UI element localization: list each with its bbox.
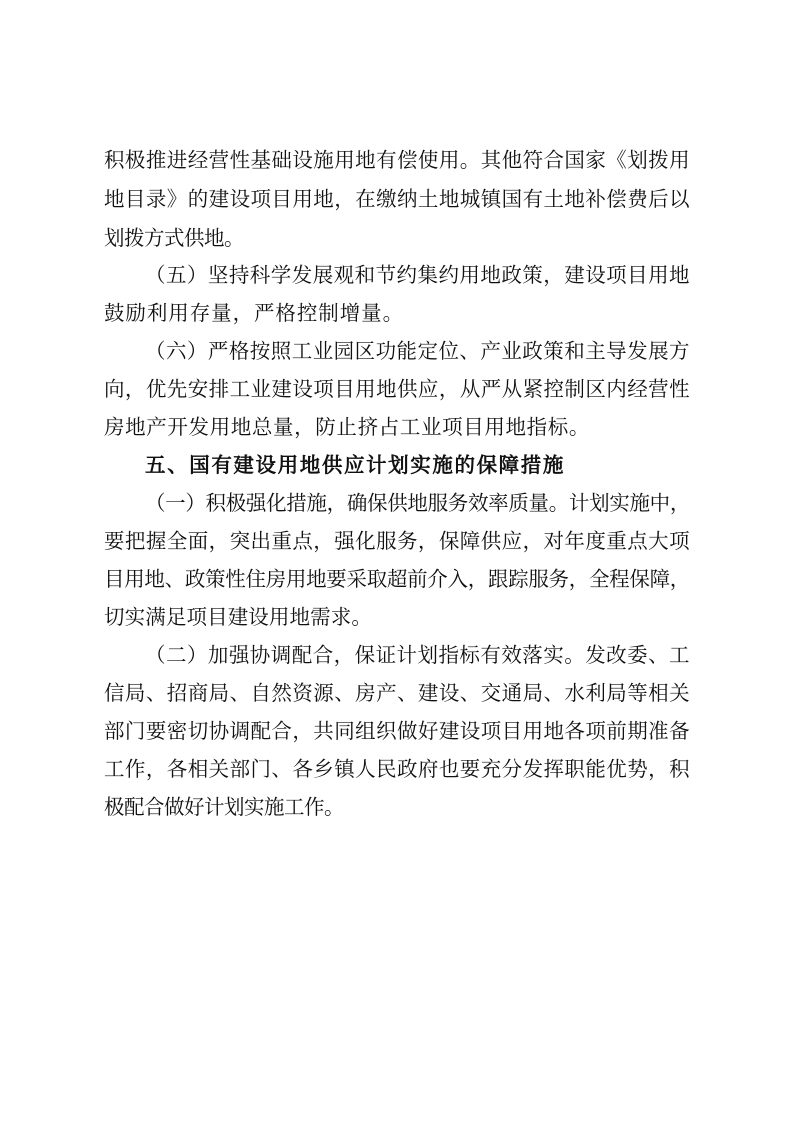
body-text-line: 工作，各相关部门、各乡镇人民政府也要充分发挥职能优势，积 — [104, 757, 690, 781]
body-text-line: 目用地、政策性住房用地要采取超前介入，跟踪服务，全程保障， — [104, 567, 690, 591]
body-text-line: 切实满足项目建设用地需求。 — [104, 605, 372, 629]
paragraph-5-start: （五）坚持科学发展观和节约集约用地政策，建设项目用地 — [145, 263, 690, 287]
section-heading: 五、国有建设用地供应计划实施的保障措施 — [145, 453, 565, 477]
body-text-line: 信局、招商局、自然资源、房产、建设、交通局、水利局等相关 — [104, 681, 690, 705]
body-text-line: 极配合做好计划实施工作。 — [104, 795, 344, 819]
paragraph-1-start: （一）积极强化措施，确保供地服务效率质量。计划实施中， — [145, 491, 690, 515]
body-text-line: 要把握全面，突出重点，强化服务，保障供应，对年度重点大项 — [104, 529, 690, 553]
body-text-line: 向，优先安排工业建设项目用地供应，从严从紧控制区内经营性 — [104, 377, 690, 401]
body-text-line: 积极推进经营性基础设施用地有偿使用。其他符合国家《划拨用 — [104, 148, 690, 172]
body-text-line: 房地产开发用地总量，防止挤占工业项目用地指标。 — [104, 415, 590, 439]
body-text-line: 地目录》的建设项目用地，在缴纳土地城镇国有土地补偿费后以 — [104, 187, 690, 211]
body-text-line: 鼓励利用存量，严格控制增量。 — [104, 301, 404, 325]
paragraph-2-start: （二）加强协调配合，保证计划指标有效落实。发改委、工 — [145, 643, 690, 667]
body-text-line: 划拨方式供地。 — [104, 226, 244, 250]
paragraph-6-start: （六）严格按照工业园区功能定位、产业政策和主导发展方 — [145, 339, 690, 363]
body-text-line: 部门要密切协调配合，共同组织做好建设项目用地各项前期准备 — [104, 719, 690, 743]
